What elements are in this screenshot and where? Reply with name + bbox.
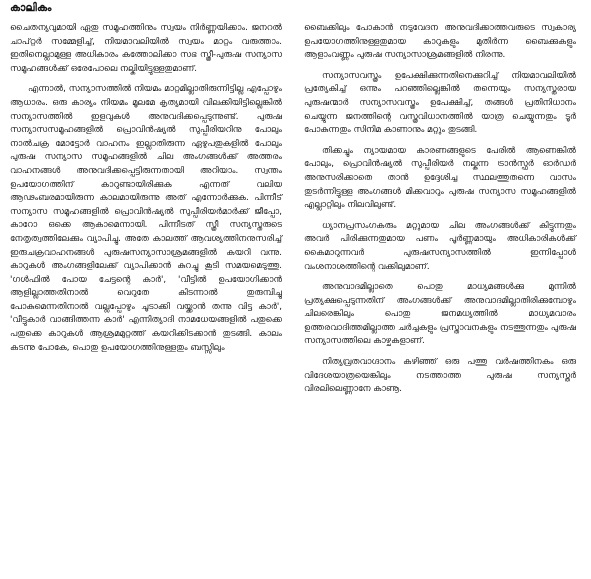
right-paragraph-5: അനുവാദമില്ലാതെ പൊതു മാധ്യമങ്ങൾക്കു മുന്നിൽ പ്രത്യക്ഷപ്പെടുന്നതിന് അംഗങ്ങൾക്ക് അനുവാദമില്ലാതിരിക്കുമ്പോഴും ചിലരെങ്കിലും പൊതു ജനമധ്യത്തിൽ മാധ്യമവാരം ഉത്തരവാദിത്തമില്ലാത്ത ചർച്ചകളും പ്രസ്താവനകളും നടത്തുന്നതും പുരുഷ സന്യാസത്തിലെ കാഴ്ചകളാണ്. (304, 282, 576, 347)
left-column (10, 22, 282, 362)
right-paragraph-4: ധ്യാനപ്രസംഗകരും മറ്റുമായ ചില അംഗങ്ങൾക്ക് കിട്ടുന്നതും അവർ പിരിക്കുന്നതുമായ പണം പൂർണ്ണമായും അധികാരികൾക്ക് കൈമാറുന്നവർ പുരുഷസന്യാസത്തിൽ ഇന്നിപ്പോൾ വംശനാശത്തിന്റെ വക്കിലുമാണ്. (304, 220, 576, 272)
running-head-title: കാലികം (10, 2, 52, 14)
right-paragraph-6: നിത്യവ്രതവാഗ്ദാനം കഴിഞ്ഞ് ഒരു പത്തു വർഷത്തിനകം ഒരു വിദേശയാത്രയെങ്കിലും നടത്താത്ത പുരുഷ സന്യസ്തർ വിരലിലെണ്ണാനേ കാണൂ. (304, 357, 576, 395)
right-paragraph-1: ബൈക്കിലും പോകാൻ നടുവേദന അനുവദിക്കാത്തവരുടെ സ്വകാര്യ ഉപയോഗത്തിനുള്ളതുമായ കാറുകളും മുതിർന്ന ബൈക്കുകളും ആളാംവണ്ണം പുരുഷ സന്യാസാശ്രമങ്ങളിൽ നിരന്നു. (304, 23, 576, 61)
left-paragraph-1: ചൈതന്യവുമായി ഏതു സമൂഹത്തിനും സ്വയം നിർണ്ണയിക്കാം. ജനറൽ ചാപ്റ്റർ സമ്മേളിച്ച്, നിയമാവലിയിൽ സ്വയം മാറ്റം വരുത്താം. ഇതിനെല്ലാമുള്ള അധികാരം കത്തോലിക്കാ സഭ സ്ത്രീ-പുരുഷ സന്യാസ സമൂഹങ്ങൾക്ക് ഒരേപോലെ നല്കിയിട്ടുള്ളതുമാണ്. (10, 23, 282, 74)
right-paragraph-3: തിക്കച്ചും ന്യായമായ കാരണങ്ങളുടെ പേരിൽ ആണെങ്കിൽ പോലും, പ്രൊവിൻഷ്യൽ സുപ്പീരിയർ നല്കുന്ന ട്രാൻസ്ഫർ ഓർഡർ അനുസരിക്കാതെ താൻ ഉദ്ദേശിച്ച സ്ഥലത്തുതന്നെ വാസം തുടർന്നിട്ടുള്ള അംഗങ്ങൾ മിക്കവാറും പുരുഷ സന്യാസ സമൂഹങ്ങളിൽ എല്ലാറ്റിലും നിലവിലുണ്ട്. (304, 145, 576, 211)
right-paragraph-2: സന്യാസവസ്ത്രം ഉപേക്ഷിക്കുന്നതിനെക്കുറിച്ച് നിയമാവലിയിൽ പ്രത്യേകിച്ച് ഒന്നും പറഞ്ഞില്ലെങ്കിൽ തന്നെയും സന്യസ്തരായ പുരുഷന്മാർ സന്യാസവസ്ത്രം ഉപേക്ഷിച്ച്, തങ്ങൾ പ്രതിനിധാനം ചെയ്യുന്ന ജനത്തിന്റെ വസ്ത്രവിധാനത്തിൽ യാത്ര ചെയ്യുന്നതും ടൂർ പോകുന്നതും സിനിമ കാണാനും മറ്റും തുടങ്ങി. (304, 70, 576, 136)
left-paragraph-2: എന്നാൽ, സന്യാസത്തിൽ നിയമം മാറ്റമില്ലാതിരുന്നിട്ടില്ല എപ്പോഴും ആധാരം. ഒരു കാര്യം നിയമം മൂലമേ കൃത്യമായി വിലക്കിയിട്ടില്ലെങ്കിൽ സന്യാസത്തിൽ ഇളവുകൾ അനുവദിക്കപ്പെടുന്നുണ്ട്. പുരുഷ സന്യാസസമൂഹങ്ങളിൽ പ്രൊവിൻഷ്യൽ സുപ്പീരിയറിനു പോലും നാൽചക്ര മോട്ടോർ വാഹനം ഇല്ലാതിരുന്ന ഏഴുപതുകളിൽ പോലും പുരുഷ സന്യാസ സമൂഹങ്ങളിൽ ചില അംഗങ്ങൾക്ക് അത്തരം വാഹനങ്ങൾ അനുവദിക്കപ്പെട്ടിരുന്നതായി അറിയാം. സ്വന്തം ഉപയോഗത്തിന് കാറുണ്ടായിരിക്കുക എന്നത് വലിയ ആഢംബരമായിരുന്ന കാലമായിരുന്നു അത് എന്നോർക്കുക. പിന്നീട് സന്യാസ സമൂഹങ്ങളിൽ പ്രൊവിൻഷ്യൽ സുപ്പീരിയർമാർക്ക് ജീപ്പോ, കാറോ ഒക്കെ ആകാമെന്നായി. പിന്നീടത് സ്ത്രീ സന്യസ്തരുടെ നേതൃത്വത്തിലേക്കും വ്യാപിച്ചു. അതേ കാലത്ത് ആവശ്യത്തിനനുസരിച്ച് ഇരുചക്രവാഹനങ്ങൾ പുരുഷസന്യാസാശ്രമങ്ങളിൽ കയറി വന്നു. കാറുകൾ അംഗങ്ങളിലേക്ക് വ്യാപിക്കാൻ കുറച്ചു കൂടി സമയമെടുത്തു. 'ഗൾഫിൽ പോയ ചേട്ടന്റെ കാർ', 'വീട്ടിൽ ഉപയോഗിക്കാൻ ആളില്ലാത്തതിനാൽ വെറുതേ കിടന്നാൽ തുരുമ്പിച്ചു പോകുമെന്നതിനാൽ വല്ലപ്പോഴും ചൂടാക്കി വയ്ക്കാൻ തന്നു വിട്ട കാർ', 'വീട്ടുകാർ വാങ്ങിത്തന്ന കാർ' എന്നിത്യാദി നാമധേയങ്ങളിൽ പതുക്കെ പതുക്കെ കാറുകൾ ആശ്രമമുറ്റത്ത് കയറിക്കിടക്കാൻ തുടങ്ങി. കാലം കടന്നു പോകേ, പൊതു ഉപയോഗത്തിനുള്ളതും ബസ്സിലും (10, 84, 282, 353)
right-column (304, 22, 576, 404)
